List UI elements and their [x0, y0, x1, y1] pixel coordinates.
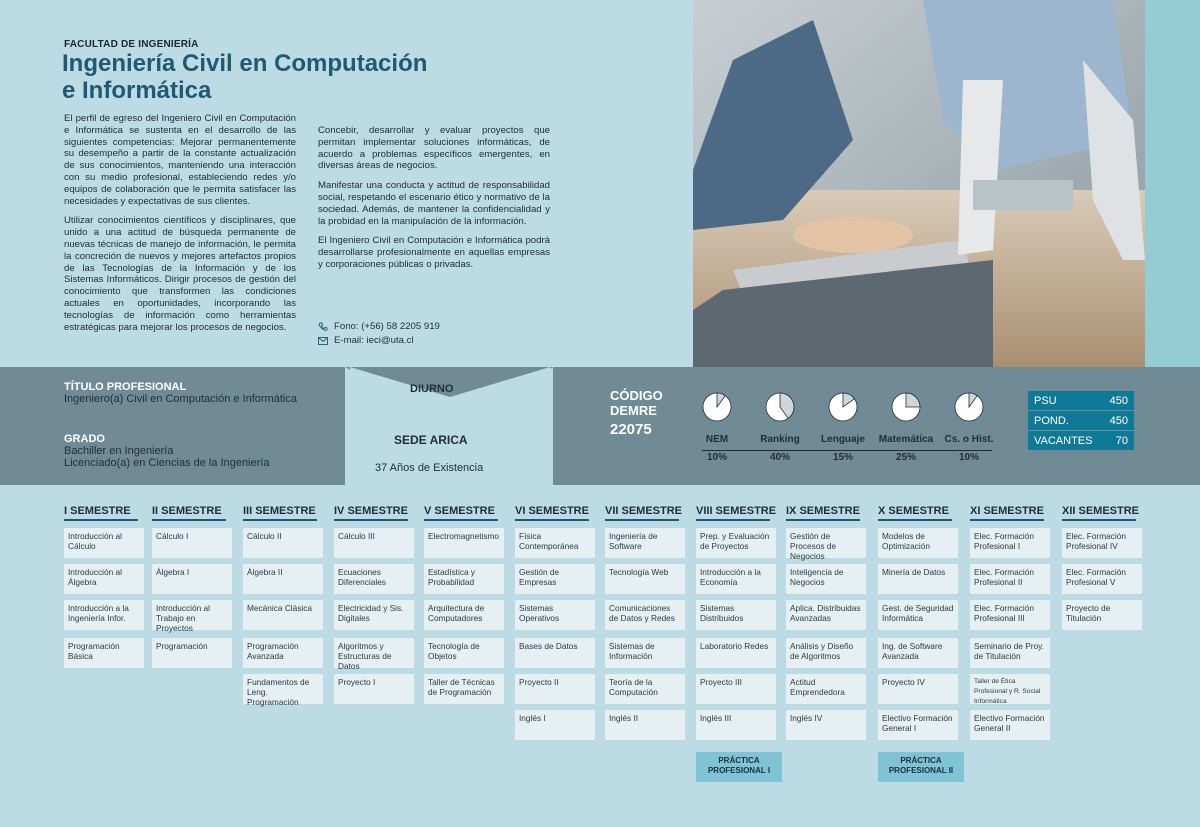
email-link[interactable]: E-mail: ieci@uta.cl: [334, 335, 414, 346]
pie-charts-svg: [700, 385, 1000, 433]
pie-category-label: Lenguaje: [821, 434, 865, 445]
pie-cs-o-hist-: [955, 393, 983, 421]
profile-paragraph: Concebir, desarrollar y evaluar proyectos que permitan implementar soluciones informáticas, de acuerdo a problemas específicos emergentes, en diversas áreas de negocios.: [318, 125, 550, 172]
course-tile: Introducción al Cálculo: [64, 528, 144, 558]
anios-label: 37 Años de Existencia: [375, 462, 484, 474]
course-tile: Introducción al Trabajo en Proyectos: [152, 600, 232, 630]
psu-label: PSU: [1034, 394, 1057, 407]
phone-row: [318, 320, 440, 334]
pie-value-label: 25%: [895, 452, 916, 463]
course-tile: Introducción a la Ingeniería Infor.: [64, 600, 144, 630]
pie-category-label: Ranking: [760, 434, 800, 445]
pie-value-label: 15%: [832, 452, 853, 463]
program-title: [62, 50, 427, 104]
course-tile: Taller de Técnicas de Programación: [424, 674, 504, 704]
contact-block: [318, 320, 440, 348]
course-tile: Programación: [152, 638, 232, 668]
course-tile: Laboratorio Redes: [696, 638, 776, 668]
pie-slice: [906, 393, 920, 407]
course-tile: Arquitectura de Computadores: [424, 600, 504, 630]
semester-heading: VIII SEMESTRE: [696, 505, 770, 521]
course-tile: Inglés II: [605, 710, 685, 740]
course-tile: Cálculo III: [334, 528, 414, 558]
vacantes-value: 70: [1115, 434, 1128, 447]
phone-text: Fono: (+56) 58 2205 919: [334, 321, 440, 332]
course-tile: Proyecto IV: [878, 674, 958, 704]
course-tile: Inteligencia de Negocios: [786, 564, 866, 594]
course-tile: Introducción a la Economía: [696, 564, 776, 594]
psu-box: [1028, 391, 1134, 451]
pie-category-label: NEM: [705, 434, 729, 445]
course-tile: Elec. Formación Profesional V: [1062, 564, 1142, 594]
title-line-2: e Informática: [62, 77, 212, 104]
course-tile: Electivo Formación General I: [878, 710, 958, 740]
pie-nem: [703, 393, 731, 421]
practica-line-1: PRÁCTICA: [900, 756, 942, 765]
profile-column-right: [318, 113, 550, 279]
course-tile: Electricidad y Sis. Digitales: [334, 600, 414, 630]
course-tile: Proyecto de Titulación: [1062, 600, 1142, 630]
semester-heading: V SEMESTRE: [424, 505, 498, 521]
practica-box: [878, 752, 964, 782]
course-tile: Tecnología Web: [605, 564, 685, 594]
semester-heading: VI SEMESTRE: [515, 505, 589, 521]
pie-category-label: Matemática: [878, 434, 934, 445]
title-block: [64, 381, 297, 405]
sede-label: SEDE ARICA: [394, 433, 468, 447]
pie-value-label: 10%: [958, 452, 979, 463]
course-tile: Minería de Datos: [878, 564, 958, 594]
codigo-block: [610, 388, 663, 437]
pie-category-label: Cs. o Hist.: [944, 434, 994, 445]
profile-paragraph: Utilizar conocimientos científicos y disciplinares, que unido a una actitud de búsqueda permanente de nuevas técnicas de manejo de información, le permita la concreción de nuevos y mejores artefactos propios de las Tecnologías de la Información y de los Sistemas Informáticos. Dirigir procesos de gestión del conocimiento que transformen las condiciones actuales en oportunidades, incorporando las tecnologías de información como herramientas estratégicas para mejorar los procesos de negocios.: [64, 215, 296, 333]
course-tile: Gest. de Seguridad Informática: [878, 600, 958, 630]
phone-icon: [318, 322, 328, 332]
pond-row: [1028, 411, 1134, 430]
grado-value-2: Licenciado(a) en Ciencias de la Ingeniería: [64, 457, 270, 469]
pie-ranking: [766, 393, 794, 421]
codigo-line-2: DEMRE: [610, 403, 657, 418]
course-tile: Álgebra I: [152, 564, 232, 594]
vacantes-label: VACANTES: [1034, 434, 1093, 447]
course-tile: Estadística y Probabilidad: [424, 564, 504, 594]
course-tile: Programación Avanzada: [243, 638, 323, 668]
semester-heading: XII SEMESTRE: [1062, 505, 1136, 521]
course-tile: Ingeniería de Software: [605, 528, 685, 558]
students-laptop-photo: [693, 0, 1145, 367]
pond-value: 450: [1109, 414, 1128, 427]
course-tile: Sistemas Distribuidos: [696, 600, 776, 630]
course-tile: Teoría de la Computación: [605, 674, 685, 704]
course-tile: Fundamentos de Leng. Programación: [243, 674, 323, 704]
course-tile: Taller de Ética Profesional y R. Social Informática: [970, 674, 1050, 704]
course-tile: Electromagnetismo: [424, 528, 504, 558]
profile-column-left: [64, 113, 296, 333]
course-tile: Elec. Formación Profesional IV: [1062, 528, 1142, 558]
course-tile: Inglés IV: [786, 710, 866, 740]
course-tile: Programación Básica: [64, 638, 144, 668]
course-tile: Elec. Formación Profesional II: [970, 564, 1050, 594]
grado-value-1: Bachiller en Ingeniería: [64, 445, 174, 457]
vacantes-row: [1028, 431, 1134, 450]
semester-heading: X SEMESTRE: [878, 505, 952, 521]
codigo-value: 22075: [610, 421, 652, 438]
course-tile: Ecuaciones Diferenciales: [334, 564, 414, 594]
course-tile: Mecánica Clásica: [243, 600, 323, 630]
course-tile: Cálculo II: [243, 528, 323, 558]
course-tile: Ing. de Software Avanzada: [878, 638, 958, 668]
course-tile: Elec. Formación Profesional III: [970, 600, 1050, 630]
profile-paragraph: Manifestar una conducta y actitud de responsabilidad social, respetando el escenario ético y normativo de la sociedad. Además, de mantener la confidencialidad y la probidad en la manipulación de la información.: [318, 180, 550, 227]
course-tile: Comunicaciones de Datos y Redes: [605, 600, 685, 630]
course-tile: Elec. Formación Profesional I: [970, 528, 1050, 558]
course-tile: Introducción al Álgebra: [64, 564, 144, 594]
course-tile: Seminario de Proy. de Titulación: [970, 638, 1050, 668]
course-tile: Modelos de Optimización: [878, 528, 958, 558]
semester-heading: IX SEMESTRE: [786, 505, 860, 521]
course-tile: Bases de Datos: [515, 638, 595, 668]
titulo-heading: TÍTULO PROFESIONAL: [64, 381, 187, 393]
psu-row: [1028, 391, 1134, 410]
grado-heading: GRADO: [64, 433, 105, 445]
jornada-label: DIURNO: [410, 383, 454, 395]
codigo-line-1: CÓDIGO: [610, 388, 663, 403]
course-tile: Gestión de Empresas: [515, 564, 595, 594]
course-tile: Electivo Formación General II: [970, 710, 1050, 740]
practica-box: [696, 752, 782, 782]
course-tile: Proyecto III: [696, 674, 776, 704]
course-tile: Análisis y Diseño de Algoritmos: [786, 638, 866, 668]
semester-heading: IV SEMESTRE: [334, 505, 408, 521]
practica-line-2: PROFESIONAL I: [707, 766, 771, 775]
semester-heading: III SEMESTRE: [243, 505, 317, 521]
pie-value-label: 40%: [769, 452, 790, 463]
email-row: [318, 334, 440, 348]
pond-label: POND.: [1034, 414, 1069, 427]
course-tile: Prep. y Evaluación de Proyectos: [696, 528, 776, 558]
weighting-pies: [700, 385, 1000, 465]
semester-heading: I SEMESTRE: [64, 505, 138, 521]
profile-paragraph: El Ingeniero Civil en Computación e Informática podrá desarrollarse profesionalmente en aquellas empresas y corporaciones públicas o privadas.: [318, 235, 550, 270]
practica-line-1: PRÁCTICA: [718, 756, 760, 765]
semester-heading: II SEMESTRE: [152, 505, 226, 521]
pie-lenguaje: [829, 393, 857, 421]
course-tile: Proyecto I: [334, 674, 414, 704]
course-tile: Aplica. Distribuidas Avanzadas: [786, 600, 866, 630]
mail-icon: [318, 337, 328, 345]
photo-illustration: [693, 0, 1145, 367]
pie-matem-tica: [892, 393, 920, 421]
pie-labels: [700, 434, 1000, 464]
course-tile: Física Contemporánea: [515, 528, 595, 558]
course-tile: Inglés I: [515, 710, 595, 740]
course-tile: Algoritmos y Estructuras de Datos: [334, 638, 414, 668]
course-tile: Proyecto II: [515, 674, 595, 704]
course-tile: Álgebra II: [243, 564, 323, 594]
title-line-1: Ingeniería Civil en Computación: [62, 50, 428, 77]
practica-line-2: PROFESIONAL II: [888, 766, 954, 775]
course-tile: Tecnología de Objetos: [424, 638, 504, 668]
pie-value-label: 10%: [706, 452, 727, 463]
semester-heading: VII SEMESTRE: [605, 505, 679, 521]
psu-value: 450: [1109, 394, 1128, 407]
course-tile: Gestión de Procesos de Negocios: [786, 528, 866, 558]
grado-block: [64, 433, 269, 469]
profile-paragraph: El perfil de egreso del Ingeniero Civil en Computación e Informática se sustenta en el desarrollo de las siguientes competencias: Mejorar permanentemente su desempeño a partir de la constante actualización de sus conocimientos, manteniendo una interacción con su medio profesional, estableciendo redes y/o equipos de colaboración que le permita satisfacer las necesidades y expectativas de sus clientes.: [64, 113, 296, 207]
semester-heading: XI SEMESTRE: [970, 505, 1044, 521]
course-tile: Cálculo I: [152, 528, 232, 558]
pie-divider: [702, 450, 992, 451]
faculty-label: FACULTAD DE INGENIERÍA: [64, 39, 199, 50]
course-tile: Actitud Emprendedora: [786, 674, 866, 704]
right-color-strip: [1145, 0, 1200, 367]
course-tile: Sistemas Operativos: [515, 600, 595, 630]
course-tile: Sistemas de Información: [605, 638, 685, 668]
course-tile: Inglés III: [696, 710, 776, 740]
titulo-value: Ingeniero(a) Civil en Computación e Informática: [64, 393, 297, 405]
